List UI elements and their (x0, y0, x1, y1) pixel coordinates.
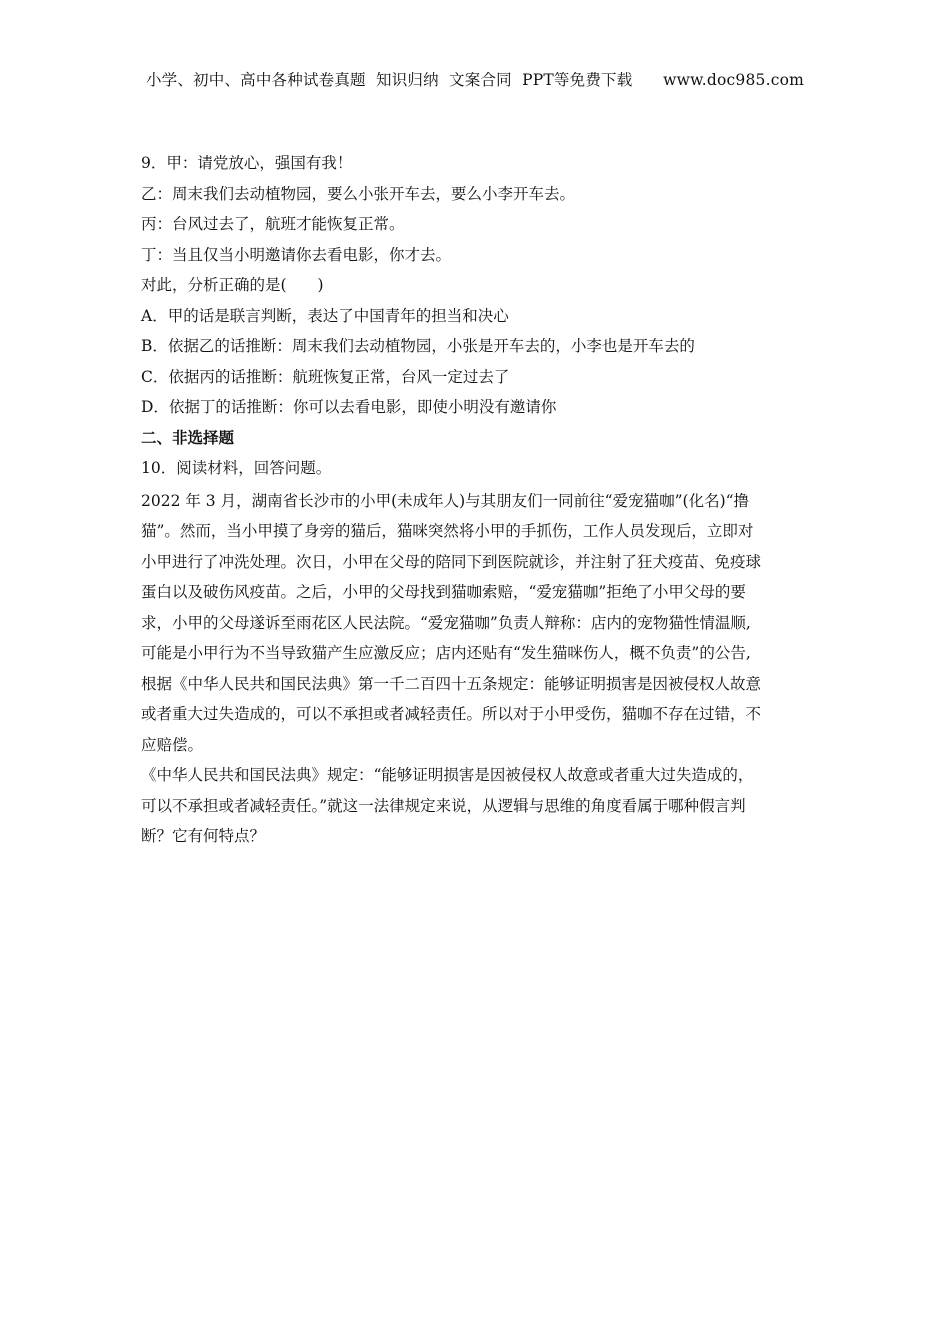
option-b: B．依据乙的话推断：周末我们去动植物园，小张是开车去的，小李也是开车去的 (141, 337, 695, 355)
question-10-line: 可以不承担或者减轻责任。”就这一法律规定来说，从逻辑与思维的角度看属于哪种假言判 (141, 796, 746, 815)
question-10-paragraph (141, 760, 813, 852)
material-paragraph (141, 486, 813, 761)
material-line: 猫”。然而，当小甲摸了身旁的猫后，猫咪突然将小甲的手抓伤，工作人员发现后，立即对 (141, 522, 754, 540)
document-body (141, 148, 813, 852)
material-line: 或者重大过失造成的，可以不承担或者减轻责任。所以对于小甲受伤，猫咖不存在过错，不 (141, 705, 762, 723)
option-a: A．甲的话是联言判断，表达了中国青年的担当和决心 (141, 306, 509, 325)
question-9-prompt: 对此，分析正确的是( ) (141, 276, 324, 294)
material-line: 2022 年 3 月，湖南省长沙市的小甲(未成年人)与其朋友们一同前往“爱宠猫咖”(化名)“撸 (141, 491, 750, 510)
question-9-statement-yi: 乙：周末我们去动植物园，要么小张开车去，要么小李开车去。 (141, 184, 576, 203)
question-9-statement-ding: 丁：当且仅当小明邀请你去看电影，你才去。 (141, 245, 452, 264)
option-c: C．依据丙的话推断：航班恢复正常，台风一定过去了 (141, 367, 510, 386)
question-9-stem: 9．甲：请党放心，强国有我！ (141, 154, 353, 172)
material-line: 小甲进行了冲洗处理。次日，小甲在父母的陪同下到医院就诊，并注射了狂犬疫苗、免疫球 (141, 552, 762, 571)
material-line: 求，小甲的父母遂诉至雨花区人民法院。“爱宠猫咖”负责人辩称：店内的宠物猫性情温顺, (141, 613, 751, 632)
question-9-statement-bing: 丙：台风过去了，航班才能恢复正常。 (141, 215, 405, 233)
question-10-stem: 10．阅读材料，回答问题。 (141, 459, 332, 477)
question-10-line: 《中华人民共和国民法典》规定：“能够证明损害是因被侵权人故意或者重大过失造成的， (141, 766, 754, 784)
material-line: 蛋白以及破伤风疫苗。之后，小甲的父母找到猫咖索赔，“爱宠猫咖”拒绝了小甲父母的要 (141, 583, 746, 601)
page-header: 小学、初中、高中各种试卷真题 知识归纳 文案合同 PPT等免费下载 www.doc985.com (145, 71, 805, 89)
section-heading: 二、非选择题 (141, 427, 235, 447)
question-10-line: 断？它有何特点？ (141, 827, 266, 845)
material-line: 根据《中华人民共和国民法典》第一千二百四十五条规定：能够证明损害是因被侵权人故意 (141, 674, 762, 693)
material-line: 应赔偿。 (141, 735, 204, 754)
material-line: 可能是小甲行为不当导致猫产生应激反应；店内还贴有“发生猫咪伤人，概不负责”的公告, (141, 644, 751, 662)
option-d: D．依据丁的话推断：你可以去看电影，即使小明没有邀请你 (141, 398, 557, 416)
